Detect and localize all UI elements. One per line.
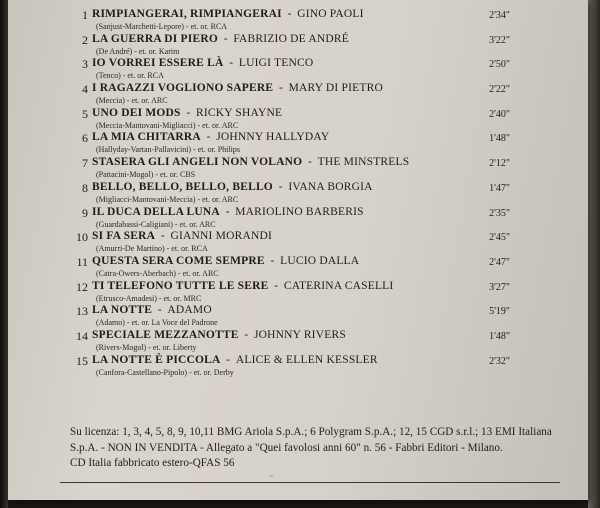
track-title-line [92, 181, 373, 193]
track-credits: (Rivers-Mogol) - et. or. Liberty [96, 342, 197, 352]
track-number: 1 [82, 8, 88, 22]
artist-name: LUIGI TENCO [238, 57, 314, 70]
artist-name: FABRIZIO DE ANDRÉ [233, 32, 349, 45]
separator: - [157, 304, 162, 317]
track-row [8, 255, 588, 280]
track-credits: (Canfora-Castellano-Pipolo) - et. or. Derby [96, 367, 234, 377]
song-title: LA MIA CHITARRA [92, 131, 201, 144]
track-credits: (Adamo) - et. or. La Voce del Padrone [96, 318, 218, 328]
track-duration: 2'35" [489, 207, 510, 219]
track-duration: 5'19" [489, 306, 510, 318]
track-credits: (Hallyday-Vartan-Pallavicini) - et. or. Philips [96, 145, 240, 155]
track-row [8, 8, 588, 33]
separator: - [278, 180, 283, 193]
song-title: I RAGAZZI VOGLIONO SAPERE [92, 82, 274, 95]
artist-name: GIANNI MORANDI [170, 230, 272, 243]
artist-name: ALICE & ELLEN KESSLER [235, 353, 378, 366]
track-duration: 1'47" [489, 182, 510, 194]
separator: - [229, 57, 234, 70]
bottom-rule [60, 482, 560, 483]
track-number: 4 [82, 82, 88, 97]
track-credits: (Meccia-Mantovani-Migliacci) - et. or. ARC [96, 120, 239, 130]
cd-case-right-edge [588, 0, 600, 508]
song-title: STASERA GLI ANGELI NON VOLANO [92, 156, 303, 169]
separator: - [244, 328, 249, 341]
track-row [8, 280, 588, 305]
track-title-line [92, 8, 364, 20]
cd-case-left-edge [0, 0, 8, 508]
separator: - [226, 353, 231, 366]
track-duration: 3'27" [489, 281, 510, 293]
song-title: RIMPIANGERAI, RIMPIANGERAI [92, 8, 282, 20]
artist-name: JOHNNY HALLYDAY [216, 131, 330, 144]
track-row [8, 33, 588, 58]
artist-name: ADAMO [167, 304, 212, 317]
track-title-line [92, 57, 313, 69]
track-credits: (Etrusco-Amadesi) - et. or. MRC [96, 293, 202, 303]
track-number: 8 [82, 180, 88, 195]
track-duration: 2'22" [489, 84, 510, 96]
separator: - [279, 82, 283, 95]
song-title: LA NOTTE È PICCOLA [92, 353, 221, 366]
cd-back-insert [8, 0, 588, 500]
track-number: 12 [76, 279, 88, 294]
track-duration: 3'22" [489, 34, 510, 46]
artist-name: THE MINSTRELS [317, 156, 410, 169]
track-title-line [92, 206, 364, 218]
song-title: SPECIALE MEZZANOTTE [92, 328, 239, 341]
track-duration: 2'50" [489, 59, 510, 71]
track-number: 13 [76, 304, 88, 319]
song-title: LA GUERRA DI PIERO [92, 32, 218, 45]
track-row [8, 206, 588, 231]
track-duration: 1'48" [489, 133, 510, 145]
track-title-line [92, 156, 409, 168]
song-title: SI FA SERA [92, 230, 156, 243]
track-duration: 1'48" [489, 330, 510, 342]
track-number: 3 [82, 57, 88, 72]
song-title: IL DUCA DELLA LUNA [92, 205, 220, 218]
track-credits: (De André) - et. or. Karim [96, 46, 180, 56]
song-title: BELLO, BELLO, BELLO, BELLO [92, 180, 273, 193]
license-text [70, 425, 570, 472]
song-title: QUESTA SERA COME SEMPRE [92, 254, 265, 267]
track-credits: (Meccia) - et. or. ARC [96, 96, 168, 106]
track-title-line [92, 304, 212, 316]
track-title-line [92, 230, 272, 242]
track-number: 14 [76, 328, 88, 343]
track-title-line [92, 255, 359, 267]
separator: - [206, 131, 211, 144]
track-duration: 2'45" [489, 232, 510, 244]
track-row [8, 156, 588, 181]
track-number: 5 [82, 106, 88, 121]
track-credits: (Tenco) - et. or. RCA [96, 71, 164, 81]
license-line-2: S.p.A. - NON IN VENDITA - Allegato a "Quei favolosi anni 60" n. 56 - Fabbri Editori - Milano. [70, 441, 503, 454]
track-credits: (Migliacci-Mantovani-Meccia) - et. or. ARC [96, 194, 239, 204]
track-row [8, 107, 588, 132]
track-title-line [92, 280, 393, 292]
track-title-line [92, 107, 282, 119]
track-list [8, 8, 588, 378]
track-number: 6 [82, 131, 88, 146]
license-line-1: Su licenza: 1, 3, 4, 5, 8, 9, 10,11 BMG Ariola S.p.A.; 6 Polygram S.p.A.; 12, 15 CGD s.r.l.; 13 EMI Italiana [70, 426, 552, 438]
track-duration: 2'40" [489, 108, 510, 120]
separator: - [270, 254, 275, 267]
license-line-3: CD Italia fabbricato estero-QFAS 56 [70, 457, 235, 469]
track-row [8, 354, 588, 379]
artist-name: MARY DI PIETRO [288, 82, 383, 95]
track-title-line [92, 131, 329, 143]
song-title: IO VORREI ESSERE LÀ [92, 57, 224, 70]
track-title-line [92, 82, 383, 94]
track-title-line [92, 33, 349, 45]
track-title-line [92, 354, 378, 366]
track-row [8, 230, 588, 255]
artist-name: LUCIO DALLA [280, 254, 360, 267]
track-number: 7 [82, 156, 88, 171]
track-credits: (Amurri-De Martino) - et. or. RCA [96, 244, 208, 254]
artist-name: IVANA BORGIA [288, 180, 373, 193]
artist-name: MARIOLINO BARBERIS [235, 205, 364, 218]
separator: - [225, 205, 230, 218]
artist-name: RICKY SHAYNE [196, 106, 283, 119]
separator: - [308, 156, 312, 169]
song-title: LA NOTTE [92, 304, 153, 317]
track-duration: 2'12" [489, 158, 510, 170]
track-credits: (Guardabassi-Caligiani) - et. or. ARC [96, 219, 216, 229]
artist-name: JOHNNY RIVERS [253, 328, 346, 341]
track-number: 10 [76, 230, 88, 245]
track-row [8, 82, 588, 107]
track-duration: 2'34" [489, 10, 510, 21]
artist-name: CATERINA CASELLI [283, 279, 394, 292]
track-number: 2 [82, 32, 88, 47]
separator: - [223, 32, 228, 45]
track-number: 11 [76, 254, 88, 269]
track-row [8, 181, 588, 206]
song-title: UNO DEI MODS [92, 106, 181, 119]
separator: - [287, 8, 292, 20]
track-credits: (Pattacini-Mogol) - et. or. CBS [96, 170, 196, 180]
track-duration: 2'47" [489, 256, 510, 268]
small-mark: ″ [270, 474, 273, 482]
track-number: 15 [76, 353, 88, 368]
track-title-line [92, 329, 346, 341]
separator: - [274, 279, 279, 292]
artist-name: GINO PAOLI [297, 8, 364, 20]
separator: - [160, 230, 165, 243]
separator: - [186, 106, 191, 119]
track-duration: 2'32" [489, 355, 510, 367]
track-row [8, 329, 588, 354]
track-credits: (Catra-Owers-Aberbach) - et. or. ARC [96, 268, 219, 278]
track-credits: (Sanjust-Marchetti-Lepore) - et. or. RCA [96, 22, 228, 31]
track-number: 9 [82, 205, 88, 220]
track-row [8, 131, 588, 156]
song-title: TI TELEFONO TUTTE LE SERE [92, 279, 269, 292]
track-row [8, 57, 588, 82]
track-row [8, 304, 588, 329]
